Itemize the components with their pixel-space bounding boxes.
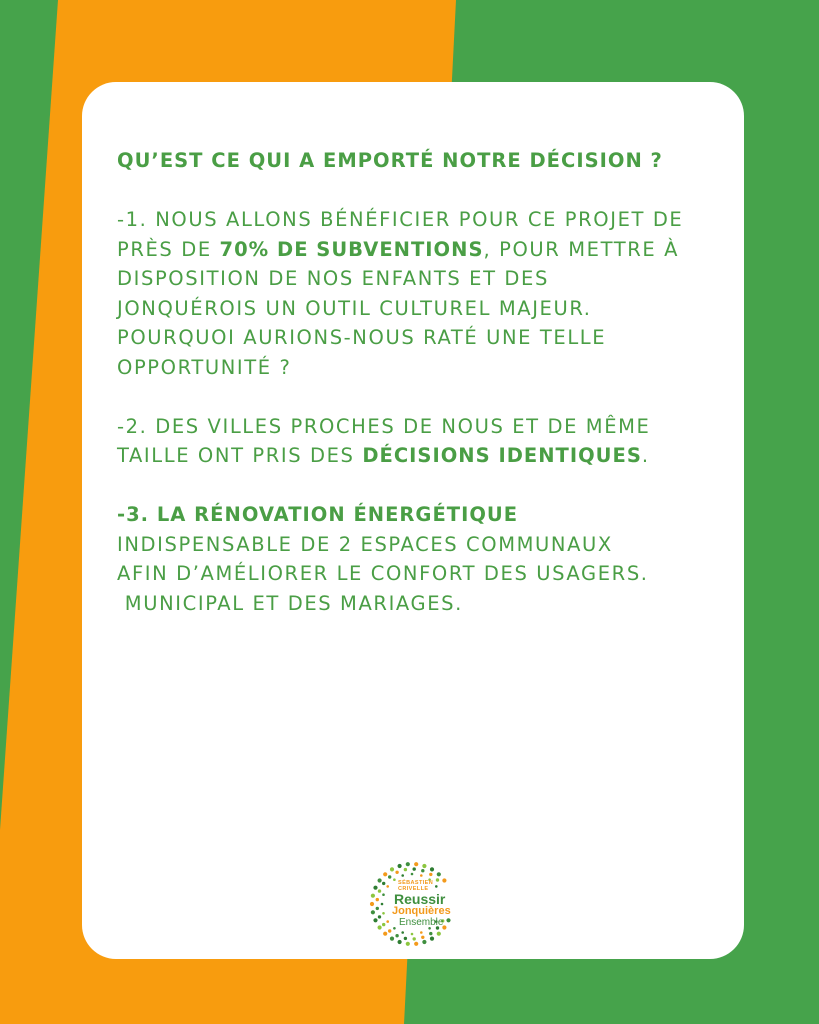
subsidies-highlight: 70% DE SUBVENTIONS: [219, 237, 484, 261]
point-1-line-6: OPPORTUNITÉ ?: [117, 355, 292, 379]
content-card: [82, 82, 744, 959]
point-1-line-5: POURQUOI AURIONS-NOUS RATÉ UNE TELLE: [117, 326, 607, 349]
point-2-line-2: TAILLE ONT PRIS DES DÉCISIONS IDENTIQUES.: [117, 444, 650, 467]
point-3-line-4: MUNICIPAL ET DES MARIAGES.: [117, 591, 463, 615]
heading: QU’EST CE QUI A EMPORTÉ NOTRE DÉCISION ?: [117, 149, 663, 172]
point-3-line-3: AFIN D’AMÉLIORER LE CONFORT DES USAGERS.: [117, 562, 649, 585]
point-3-line-1: -3. LA RÉNOVATION ÉNERGÉTIQUE: [117, 503, 519, 526]
card-content: [117, 146, 717, 648]
point-1: [117, 205, 717, 382]
point-2: [117, 412, 717, 471]
point-1-line-4: JONQUÉROIS UN OUTIL CULTUREL MAJEUR.: [117, 296, 592, 320]
reussir-jonquieres-logo: SÉBASTIEN CRIVELLE Reussir Jonquières Ensemble: [368, 860, 456, 948]
point-3: [117, 500, 717, 618]
point-1-line-2: PRÈS DE 70% DE SUBVENTIONS, POUR METTRE À: [117, 237, 680, 261]
point-3-line-2: INDISPENSABLE DE 2 ESPACES COMMUNAUX: [117, 532, 613, 556]
point-2-line-1: -2. DES VILLES PROCHES DE NOUS ET DE MÊME: [117, 414, 651, 438]
point-1-line-3: DISPOSITION DE NOS ENFANTS ET DES: [117, 267, 549, 290]
identical-decisions-highlight: DÉCISIONS IDENTIQUES: [362, 444, 642, 467]
point-1-line-1: -1. NOUS ALLONS BÉNÉFICIER POUR CE PROJET DE: [117, 208, 684, 231]
